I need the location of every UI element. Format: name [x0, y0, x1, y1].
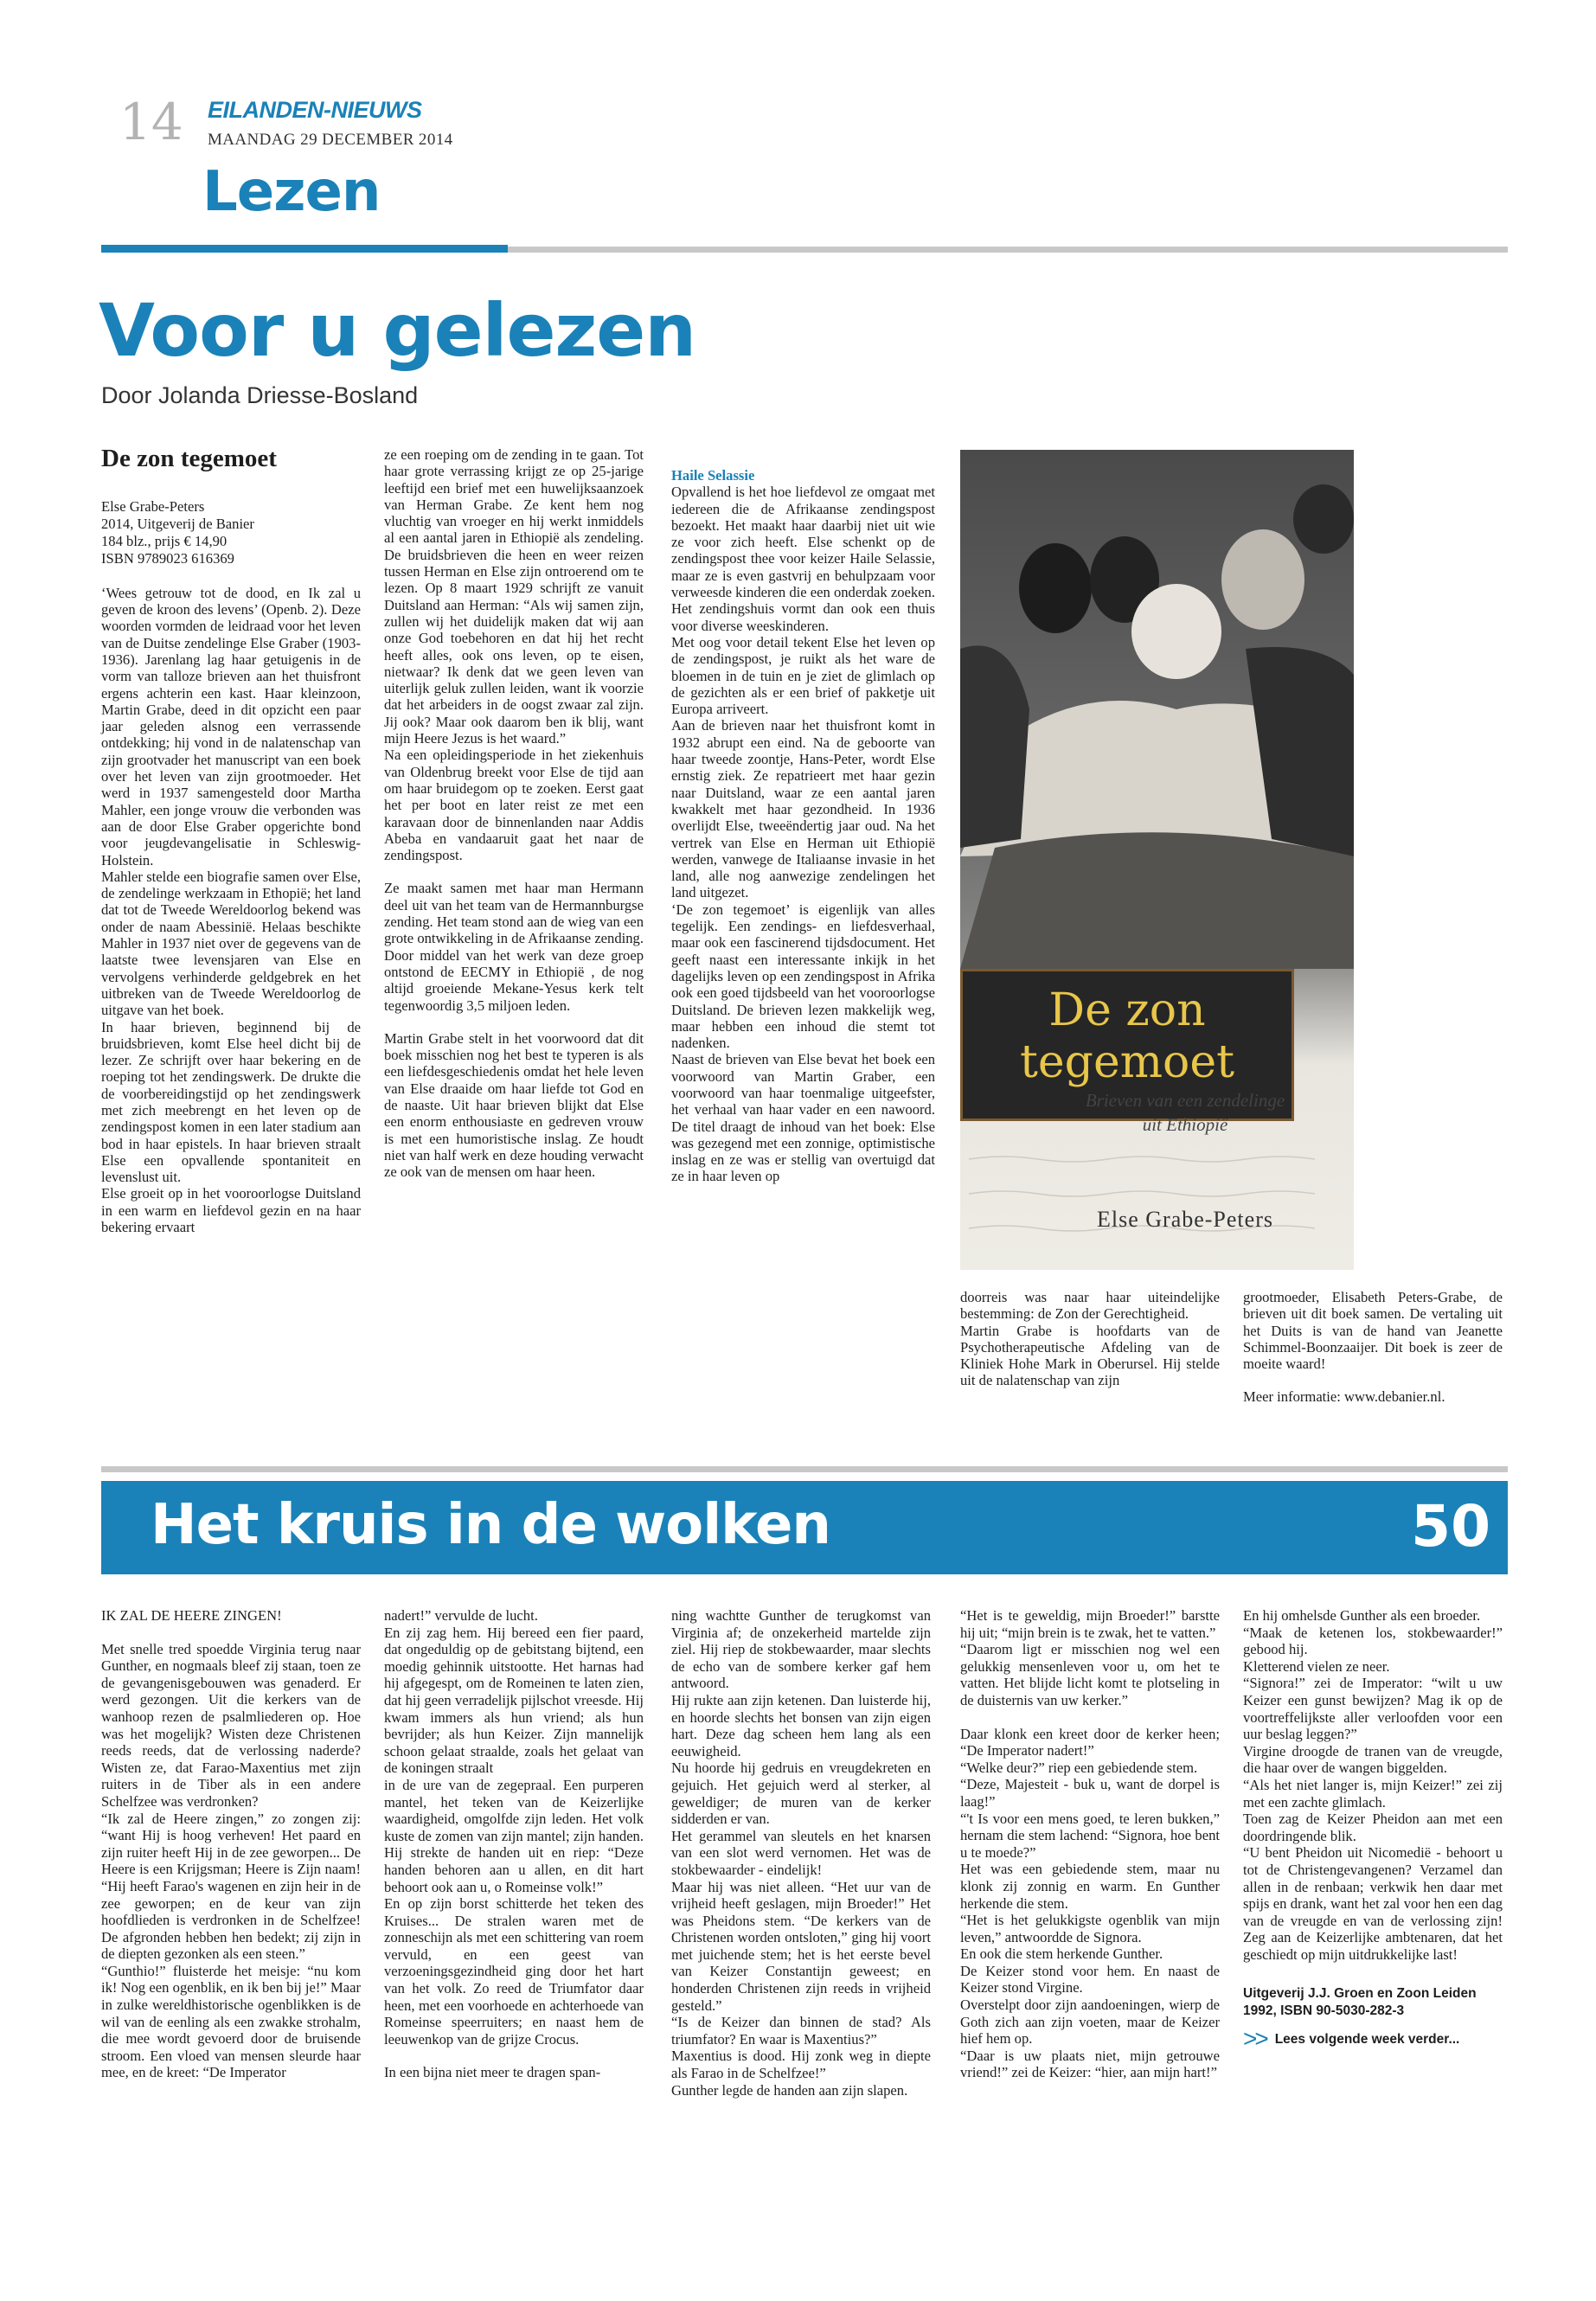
newspaper-masthead: EILANDEN-NIEUWS: [208, 97, 422, 123]
double-arrow-icon: >>: [1243, 2025, 1266, 2053]
article-paragraph: Naast de brieven van Else bevat het boek een voorwoord van Martin Graber, een voorwoord van haar toenmalige uitgeefster, het verhaal van haar vader en een nawoord. De titel draagt de inhoud van het boek: Else was gezegend met een zonnige, optimistische inslag en ze was er stellig van overtuigd dat ze in haar leven op: [671, 1051, 935, 1185]
article-paragraph: ‘Wees getrouw tot de dood, en Ik zal u geven de kroon des levens’ (Openb. 2). Deze woorden vormden de leidraad voor het leven van de Duitse zendelinge Else Graber (1903-1936). Jarenlang lag haar getuigenis in de vorm van talloze brieven aan het thuisfront ergens achterin een kast. Haar kleinzoon, Martin Grabe, deed in dit opzicht een paar jaar geleden alsnog een verrassende ontdekking; hij vond in de nalatenschap van zijn grootvader het manuscript van een boek over het leven van zijn grootmoeder. Het werd in 1937 samengesteld door Martha Mahler, een jonge vrouw die verbonden was aan de door Else Graber opgerichte bond voor jeugdevangelisatie in Schleswig-Holstein.: [101, 584, 361, 868]
serial-chapter-heading: IK ZAL DE HEERE ZINGEN!: [101, 1607, 282, 1624]
serial-paragraph: “Het is het gelukkigste ogenblik van mijn leven,” antwoordde de Signora.: [960, 1912, 1220, 1945]
publisher-line-1: Uitgeverij J.J. Groen en Zoon Leiden: [1243, 1986, 1477, 2002]
serial-paragraph: “Gunthio!” fluisterde het meisje: “nu kom ik! Nog een ogenblik, en ik ben bij je!” Maar in zulke wereldhistorische ogenblikken is de wil van de eenling als een zwakke strohalm, die mee wordt gevoerd door de bruisende stroom. Een vloed van mensen sleurde haar mee, en de kreet: “De Imperator: [101, 1962, 361, 2081]
article-headline: Voor u gelezen: [99, 288, 696, 373]
serial-column-5: [1243, 1607, 1503, 2053]
serial-paragraph: De Keizer stond voor hem. En naast de Keizer stond Virgine.: [960, 1962, 1220, 1997]
article-paragraph: Met oog voor detail tekent Else het leven op de zendingspost, je ruikt als het ware de bloemen in de tuin en je ziet de glimlach op de gezichten als er een brief of pakketje uit Europa arriveert.: [671, 633, 935, 718]
serial-paragraph: Daar klonk een kreet door de kerker heen; “De Imperator nadert!”: [960, 1725, 1220, 1759]
cover-title-line-1: De zon: [1048, 984, 1206, 1036]
serial-paragraph: Nu hoorde hij gedruis en vreugdekreten en gejuich. Het gejuich werd al sterker, al geweldiger; de muren van de kerker sidderden er van.: [671, 1759, 931, 1828]
serial-paragraph: In een bijna niet meer te dragen span-: [384, 2064, 601, 2081]
article-byline: Door Jolanda Driesse-Bosland: [101, 382, 419, 408]
serial-paragraph: Maxentius is dood. Hij zonk weg in diepte als Farao in de Schelfzee!”: [671, 2048, 931, 2082]
paragraph-gap: [101, 1625, 361, 1641]
article-paragraph: grootmoeder, Elisabeth Peters-Grabe, de brieven uit dit boek samen. De vertaling uit het Duits is van de hand van Jeanette Schimmel-Boonzaaijer. Dit boek is zeer de moeite waard!: [1243, 1289, 1503, 1373]
serial-paragraph: “Daarom ligt er misschien nog wel een gelukkig mensenleven voor u, om het te vatten. Het blijde licht komt te plotseling in de duisternis van uw kerker.”: [960, 1641, 1220, 1708]
cover-title: [963, 984, 1292, 1088]
article-paragraph: Martin Grabe stelt in het voorwoord dat dit boek misschien nog het best te typeren is als een liefdesgeschiedenis omdat het hele leven van Else draaide om haar liefde tot God en de naaste. Uit haar brieven blijkt dat Else een enorm enthousiaste en gedreven vrouw is met een humoristische inslag. Ze houdt niet van half werk en deze houding verwacht ze ook van de mensen om haar heen.: [384, 1029, 644, 1181]
serial-column-4: [960, 1607, 1220, 2081]
serial-column-2: [384, 1607, 644, 2081]
article-paragraph: Else groeit op in het vooroorlogse Duitsland in een warm en liefdevol gezin en na haar bekering ervaart: [101, 1185, 361, 1236]
serial-paragraph: Toen zag de Keizer Pheidon aan met een doordringende blik.: [1243, 1811, 1503, 1844]
serial-publisher: [1243, 1985, 1503, 2020]
serial-paragraph: “Maak de ketenen los, stokbewaarder!” gebood hij.: [1243, 1624, 1503, 1658]
publisher-line-2: 1992, ISBN 90-5030-282-3: [1243, 2003, 1405, 2019]
article-paragraph: In haar brieven, beginnend bij de bruidsbrieven, komt Else heel dicht bij de lezer. Ze schrijft over haar bekering en de roeping tot het zendingswerk. De drukte die de voorbereidingstijd op het zendingswerk met zich meebrengt en het leven op de zendingspost komen in een later stadium aan bod in haar epistels. In haar brieven straalt Else een opvallende spontaniteit en levenslust uit.: [101, 1018, 361, 1186]
serial-paragraph: “Signora!” zei de Imperator: “wilt u uw Keizer een gunst bewijzen? Mag ik op de voortreffelijkste aller verloofden voor een uur beslag leggen?”: [1243, 1675, 1503, 1743]
article-paragraph: Martin Grabe is hoofdarts van de Psychotherapeutische Afdeling van de Kliniek Hohe Mark in Oberursel. Hij stelde uit de nalatenschap van zijn: [960, 1322, 1220, 1389]
issue-date: MAANDAG 29 DECEMBER 2014: [208, 131, 453, 149]
book-publisher: 2014, Uitgeverij de Banier: [101, 515, 254, 532]
serial-paragraph: in de ure van de zegepraal. Een purperen mantel, het teken van de Keizerlijke waardigheid, omgolfde zijn leden. Het volk kuste de zomen van zijn mantel; zijn handen. Hij strekte de handen uit en riep: “Deze handen behoren aan u allen, en dit hart behoort ook aan u, o Romeinse volk!”: [384, 1776, 644, 1895]
serial-paragraph: “Welke deur?” riep een gebiedende stem.: [960, 1759, 1198, 1776]
serial-paragraph: nadert!” vervulde de lucht.: [384, 1607, 538, 1624]
article-column-3: [671, 467, 935, 1185]
serial-title: Het kruis in de wolken: [151, 1493, 830, 1557]
article-paragraph: Ze maakt samen met haar man Hermann deel uit van het team van de Hermannburgse zending. Het team stond aan de wieg van een grote ontwikkeling in de Afrikaanse zending. Door middel van het werk van deze groep ontstond de EECMY in Ethiopië , de nog altijd groeiende Mekane-Yesus kerk telt tegenwoordig 3,5 miljoen leden.: [384, 880, 644, 1014]
article-column-4: [960, 1289, 1220, 1389]
serial-episode-number: 50: [1411, 1493, 1490, 1560]
article-paragraph: ‘De zon tegemoet’ is eigenlijk van alles tegelijk. Een zendings- en liefdesverhaal, maar ook een fascinerend tijdsdocument. Het geeft naast een interessante inkijk in het dagelijks leven op een zendingspost in Afrika ook een goed tijdsbeeld van het vooroorlogse Duitsland. De brieven lezen makkelijk weg, maar hebben een inhoud die stemt tot nadenken.: [671, 901, 935, 1052]
serial-paragraph: “Ik zal de Heere zingen,” zo zongen zij: “want Hij is hoog verheven! Het paard en zijn ruiter heeft Hij in de zee geworpen... De Heere is een Krijgsman; Heere is Zijn naam! “Hij heeft Farao's wagenen en zijn heir in de zee geworpen; en de keur van zijn hoofdlieden is verdronken in de Schelfzee! De afgronden hebben hen bedekt; zij zijn in de diepten gezonken als een steen.”: [101, 1810, 361, 1963]
cover-subtitle-line-1: Brieven van een zendelinge: [1085, 1090, 1285, 1111]
serial-paragraph: “Daar is uw plaats niet, mijn getrouwe vriend!” zei de Keizer: “hier, aan mijn hart!”: [960, 2047, 1220, 2081]
serial-paragraph: “Deze, Majesteit - buk u, want de dorpel is laag!”: [960, 1776, 1220, 1810]
book-price: 184 blz., prijs € 14,90: [101, 532, 228, 549]
article-column-1: [101, 444, 361, 1235]
continued-text: Lees volgende week verder...: [1274, 2032, 1460, 2048]
serial-paragraph: Gunther legde de handen aan zijn slapen.: [671, 2081, 908, 2099]
book-author: Else Grabe-Peters: [101, 497, 205, 515]
continued-next-week: [1243, 2025, 1503, 2053]
serial-paragraph: Overstelpt door zijn aandoeningen, wierp de Goth zich aan zijn voeten, maar de Keizer hief hem op.: [960, 1997, 1220, 2048]
cover-subtitle-line-2: uit Ethiopië: [1142, 1114, 1228, 1135]
book-info: [101, 498, 361, 567]
serial-paragraph: “Als het niet langer is, mijn Keizer!” zei zij met een zachte glimlach.: [1243, 1776, 1503, 1811]
serial-paragraph: Hij rukte aan zijn ketenen. Dan luisterde hij, en hoorde slechts het bonsen van zijn eigen hart. Deze dag scheen hem lang als een eeuwigheid.: [671, 1691, 931, 1759]
article-column-5: [1243, 1289, 1503, 1422]
article-subhead: Haile Selassie: [671, 467, 755, 484]
paragraph-gap: [384, 2048, 644, 2064]
book-cover-image: [960, 450, 1354, 1270]
serial-paragraph: Het gerammel van sleutels en het knarsen van een slot werd vernomen. Het was de stokbewaarder - eindelijk!: [671, 1827, 931, 1878]
article-paragraph: doorreis was naar haar uiteindelijke bestemming: de Zon der Gerechtigheid.: [960, 1289, 1220, 1323]
serial-paragraph: Virgine droogde de tranen van de vreugde, die haar over de wangen biggelden.: [1243, 1742, 1503, 1777]
serial-column-3: [671, 1607, 931, 2099]
section-title: Lezen: [202, 160, 381, 224]
serial-column-1: [101, 1607, 361, 2081]
banner-rule: [101, 1466, 1508, 1472]
paragraph-gap: [960, 1709, 1220, 1726]
serial-paragraph: ning wachtte Gunther de terugkomst van Virginia af; de onzekerheid martelde zijn ziel. Hij riep de stokbewaarder, maar slechts de echo van de sombere kerker gaf hem antwoord.: [671, 1607, 931, 1692]
header-rule-accent: [101, 245, 508, 253]
serial-paragraph: Maar hij was niet alleen. “Het uur van de vrijheid heeft geslagen, mijn Broeder!” Het was Pheidons stem. “De kerkers van de Christenen worden ontsloten,” ging hij voort met juichende stem; het is het eerste bevel van Keizer Constantijn geweest; en honderden Christenen zijn reeds in vrijheid gesteld.”: [671, 1878, 931, 2014]
book-cover-photo: [960, 450, 1354, 1270]
serial-paragraph: “Het is te geweldig, mijn Broeder!” barstte hij uit; “mijn brein is te zwak, het te vatten.”: [960, 1607, 1220, 1641]
article-paragraph: ze een roeping om de zending in te gaan. Tot haar grote verrassing krijgt ze op 25-jarige leeftijd een brief met een huwelijksaanzoek van Herman Grabe. Ze kent hem nog vluchtig van vroeger en hij werkt inmiddels al een aantal jaren in Ethiopië als zendeling. De bruidsbrieven die heen en weer reizen tussen Herman en Else zijn ontroerend om te lezen. Op 8 maart 1929 schrijft ze vanuit Duitsland aan Herman: “Als wij samen zijn, zullen wij het duidelijk maken dat wij aan onze God toebehoren en dat hij het recht heeft alles, ook ons leven, op te eisen, nietwaar? Ik denk dat we geen leven van uiterlijk geluk zullen leiden, want ik voorzie dat het arbeiders in de oogst zwaar zal zijn. Jij ook? Maar ook daarom ben ik blij, want mijn Heere Jezus is het waard.”: [384, 446, 644, 747]
book-isbn: ISBN 9789023 616369: [101, 549, 234, 567]
article-paragraph: Mahler stelde een biografie samen over Else, de zendelinge werkzaam in Ethopië; het land dat tot de Tweede Wereldoorlog bekend was onder de naam Abessinië. Helaas beschikte Mahler in 1937 niet over de gegevens van de laatste twee levensjaren van Else en vervolgens verhinderde geldgebrek en het uitbreken van de Tweede Wereldoorlog de uitgave van het boek.: [101, 868, 361, 1019]
article-paragraph: Na een opleidingsperiode in het ziekenhuis van Oldenbrug breekt voor Else de tijd aan om haar bruidegom op te zoeken. Eerst gaat het per boot en later reist ze met een karavaan door de binnenlanden naar Addis Abeba en vandaaruit gaat het naar de zendingspost.: [384, 747, 644, 864]
serial-paragraph: En ook die stem herkende Gunther.: [960, 1945, 1163, 1963]
serial-paragraph: “'t Is voor een mens goed, te leren bukken,” hernam die stem lachend: “Signora, hoe bent u te moede?”: [960, 1810, 1220, 1861]
book-title: De zon tegemoet: [101, 445, 277, 472]
serial-paragraph: En hij omhelsde Gunther als een broeder.: [1243, 1607, 1481, 1624]
serial-paragraph: Met snelle tred spoedde Virginia terug naar Gunther, en nogmaals bleef zij staan, toen ze de gevangenisgebouwen was genaderd. Er werd gezongen. Uit die kerkers van de wanhoop rezen de psalmliederen op. Hoe was het mogelijk? Wisten deze Christenen reeds reeds, dat de verlossing naderde? Wisten ze, dat Farao-Maxentius met zijn ruiters in de Tiber als in een andere Schelfzee was verdronken?: [101, 1640, 361, 1810]
serial-banner: [101, 1481, 1508, 1574]
serial-paragraph: En op zijn borst schitterde het teken des Kruises... De stralen waren met de zonneschijn als met een schittering van roem vervuld, en een geest van verzoeningsgezindheid ging door het hart van het volk. Zo reed de Triumfator daar heen, met een voorhoede en achterhoede van Romeinse speerruiters; en naast hem de leeuwenkop van de grijze Crocus.: [384, 1895, 644, 2048]
article-paragraph: Aan de brieven naar het thuisfront komt in 1932 abrupt een eind. Na de geboorte van haar tweede zoontje, Hans-Peter, wordt Else ernstig ziek. Ze repatrieert met haar gezin naar Duitsland, waar ze een aantal jaren kwakkelt met haar gezondheid. In 1936 overlijdt Else, tweeëndertig jaar oud. Na het vertrek van Else en Herman uit Ethiopië werden, vanwege de Italiaanse invasie in het land, alle nog aanwezige zendelingen het land uitgezet.: [671, 717, 935, 901]
cover-author: Else Grabe-Peters: [1097, 1207, 1273, 1232]
article-column-2: [384, 446, 644, 1196]
page-number: 14: [119, 93, 183, 151]
serial-paragraph: “U bent Pheidon uit Nicomedië - behoort u tot de Christengevangenen? Verzamel dan allen in de renbaan; verkwik hen daar met spijs en drank, want het zal voor hen een dag van de vreugde en van de verlossing zijn! Zeg aan de Keizerlijke ambtenaren, dat het geschiedt op mijn uitdrukkelijke last!: [1243, 1844, 1503, 1963]
more-info-link: Meer informatie: www.debanier.nl.: [1243, 1388, 1445, 1406]
cover-subtitle: [1021, 1088, 1349, 1137]
cover-title-line-2: tegemoet: [1019, 1036, 1234, 1088]
serial-paragraph: Het was een gebiedende stem, maar nu klonk zij zonnig en warm. En Gunther herkende die stem.: [960, 1861, 1220, 1912]
serial-paragraph: Kletterend vielen ze neer.: [1243, 1657, 1390, 1675]
serial-paragraph: “Is de Keizer dan binnen de stad? Als triumfator? En waar is Maxentius?”: [671, 2014, 931, 2048]
article-paragraph: Opvallend is het hoe liefdevol ze omgaat met iedereen die de Afrikaanse zendingspost bezoekt. Het maakt haar daarbij niet uit wie ze voor zich heeft. Else schenkt op de zendingspost thee voor keizer Haile Selassie, maar ze is even gastvrij en behulpzaam voor verweesde kinderen die een onderdak zoeken. Het zendingshuis vormt dan ook een thuis voor diverse weeskinderen.: [671, 484, 935, 634]
serial-paragraph: En zij zag hem. Hij bereed een fier paard, dat ongeduldig op de gebitstang bijtend, een moedig gehinnik uitstootte. Het harnas had hij afgegespt, om de Romeinen te laten zien, dat hij geen verradelijk pijlschot vreesde. Hij kwam immers als hun vriend; als hun bevrijder; als hun Keizer. Zijn mannelijk schoon gelaat straalde, zoals het gelaat van de koningen straalt: [384, 1624, 644, 1777]
